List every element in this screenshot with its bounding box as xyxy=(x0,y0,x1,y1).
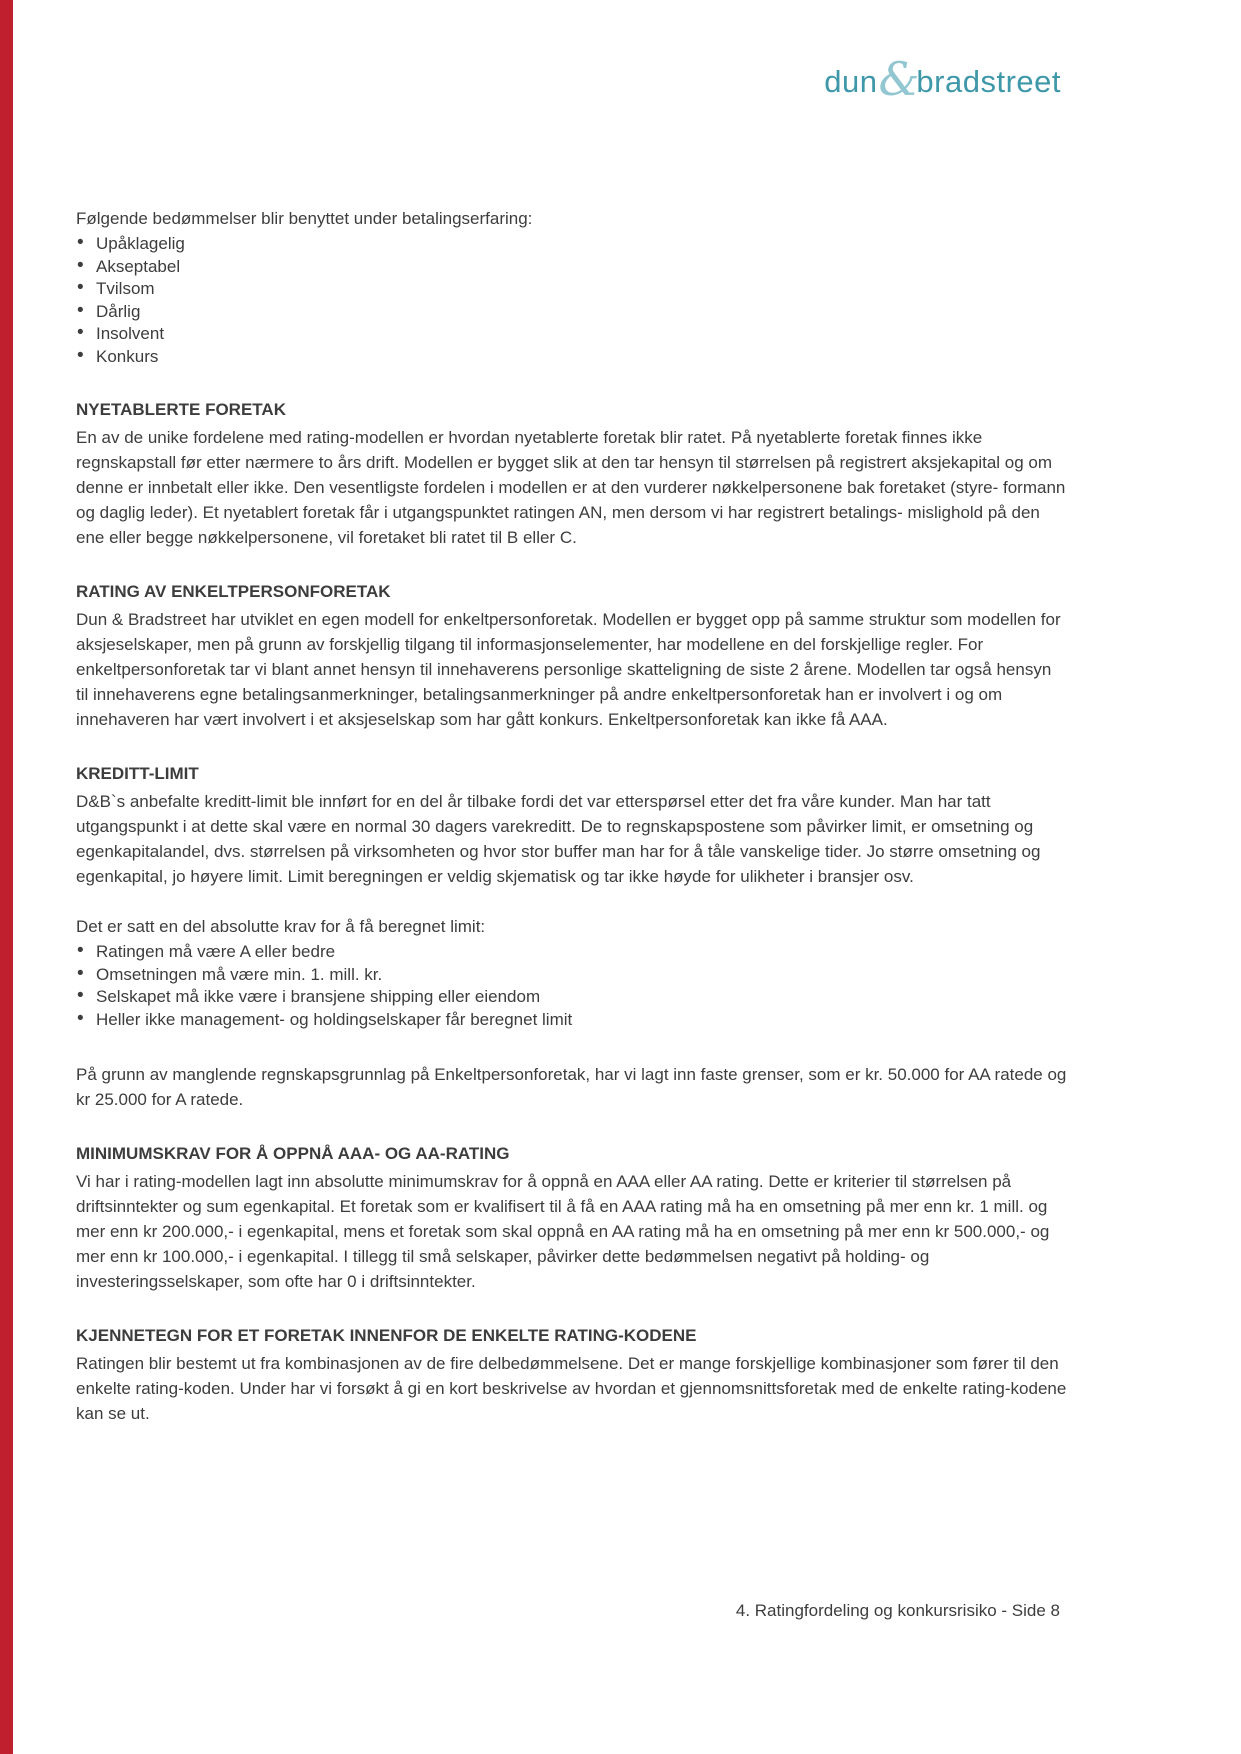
page-footer xyxy=(736,1598,1060,1623)
list-item: • Ratingen må være A eller bedre xyxy=(76,941,1068,964)
left-accent-bar xyxy=(0,0,13,1754)
logo-word-bradstreet: bradstreet xyxy=(916,64,1061,99)
document-content xyxy=(76,206,1068,1426)
section-nyetablerte-foretak xyxy=(76,397,1068,550)
payment-experience-lead: Følgende bedømmelser blir benyttet under betalingserfaring: xyxy=(76,209,533,228)
section-kjennetegn-rating-koder xyxy=(76,1323,1068,1426)
list-item: • Insolvent xyxy=(76,323,1068,346)
section-body: En av de unike fordelene med rating-modellen er hvordan nyetablerte foretak blir ratet. På nyetablerte foretak finnes ikke regnskapstall før etter nærmere to års drift. Modellen er bygget slik at den tar hensyn til størrelsen på registrert aksjekapital og om denne er innbetalt eller ikke. Den vesentligste fordelen i modellen er at den vurderer nøkkelpersonene bak foretaket (styre- formann og daglig leder). Et nyetablert foretak får i utgangspunktet ratingen AN, men dersom vi har registrert betalings- mislighold på den ene eller begge nøkkelpersonene, vil foretaket bli ratet til B eller C. xyxy=(76,428,1066,547)
section-body: Ratingen blir bestemt ut fra kombinasjonen av de fire delbedømmelsene. Det er mange forskjellige kombinasjoner som fører til den enkelte rating-koden. Under har vi forsøkt å gi en kort beskrivelse av hvordan et gjennomsnittsforetak med de enkelte rating-kodene kan se ut. xyxy=(76,1354,1067,1423)
footer-page-label: 4. Ratingfordeling og konkursrisiko - Side 8 xyxy=(735,1601,1060,1620)
list-item: • Upåklagelig xyxy=(76,233,1068,256)
section-minimumskrav-aaa-aa xyxy=(76,1141,1068,1294)
limit-krav-lead: Det er satt en del absolutte krav for å få beregnet limit: xyxy=(76,917,486,936)
limit-faste-grenser-note: På grunn av manglende regnskapsgrunnlag på Enkeltpersonforetak, har vi lagt inn faste grenser, som er kr. 50.000 for AA ratede og kr 25.000 for A ratede. xyxy=(76,1065,1067,1109)
section-body: Dun & Bradstreet har utviklet en egen modell for enkeltpersonforetak. Modellen er bygget opp på samme struktur som modellen for aksjeselskaper, men på grunn av forskjellig tilgang til informasjonselementer, har modellene en del forskjellige regler. For enkeltpersonforetak tar vi blant annet hensyn til innehaverens personlige skatteligning de siste 2 årene. Modellen tar også hensyn til innehaverens egne betalingsanmerkninger, betalingsanmerkninger på andre enkeltpersonforetak han er involvert i og om innehaveren har vært involvert i et aksjeselskap som har gått konkurs. Enkeltpersonforetak kan ikke få AAA. xyxy=(76,610,1061,729)
dun-bradstreet-logo: dun & bradstreet xyxy=(824,52,1061,106)
section-heading: MINIMUMSKRAV FOR Å OPPNÅ AAA- OG AA-RATING xyxy=(76,1144,510,1163)
list-item: • Dårlig xyxy=(76,301,1068,324)
section-heading: KREDITT-LIMIT xyxy=(76,764,199,783)
section-body: Vi har i rating-modellen lagt inn absolutte minimumskrav for å oppnå en AAA eller AA rating. Dette er kriterier til størrelsen på driftsinntekter og sum egenkapital. Et foretak som er kvalifisert til å få en AAA rating må ha en omsetning på mer enn kr. 1 mill. og mer enn kr 200.000,- i egenkapital, mens et foretak som skal oppnå en AA rating må ha en omsetning på mer enn kr 500.000,- og mer enn kr 100.000,- i egenkapital. I tillegg til små selskaper, påvirker dette bedømmelsen negativt på holding- og investeringsselskaper, som ofte har 0 i driftsinntekter. xyxy=(76,1172,1050,1291)
logo-word-dun: dun xyxy=(824,64,878,99)
section-rating-enkeltpersonforetak xyxy=(76,579,1068,732)
section-heading: NYETABLERTE FORETAK xyxy=(76,400,286,419)
section-heading: RATING AV ENKELTPERSONFORETAK xyxy=(76,582,391,601)
payment-experience-list xyxy=(76,233,1068,368)
list-item: • Akseptabel xyxy=(76,256,1068,279)
list-item: • Konkurs xyxy=(76,346,1068,369)
list-item: • Selskapet må ikke være i bransjene shipping eller eiendom xyxy=(76,986,1068,1009)
limit-krav-list xyxy=(76,941,1068,1031)
list-item: • Tvilsom xyxy=(76,278,1068,301)
section-heading: KJENNETEGN FOR ET FORETAK INNENFOR DE ENKELTE RATING-KODENE xyxy=(76,1326,697,1345)
section-kreditt-limit xyxy=(76,761,1068,1112)
list-item: • Omsetningen må være min. 1. mill. kr. xyxy=(76,964,1068,987)
list-item: • Heller ikke management- og holdingselskaper får beregnet limit xyxy=(76,1009,1068,1032)
section-body: D&B`s anbefalte kreditt-limit ble innført for en del år tilbake fordi det var etterspørsel etter det fra våre kunder. Man har tatt utgangspunkt i at dette skal være en normal 30 dagers varekreditt. De to regnskapspostene som påvirker limit, er omsetning og egenkapitalandel, dvs. størrelsen på virksomheten og hvor stor buffer man har for å tåle vanskelige tider. Jo større omsetning og egenkapital, jo høyere limit. Limit beregningen er veldig skjematisk og tar ikke høyde for ulikheter i bransjer osv. xyxy=(76,792,1041,886)
